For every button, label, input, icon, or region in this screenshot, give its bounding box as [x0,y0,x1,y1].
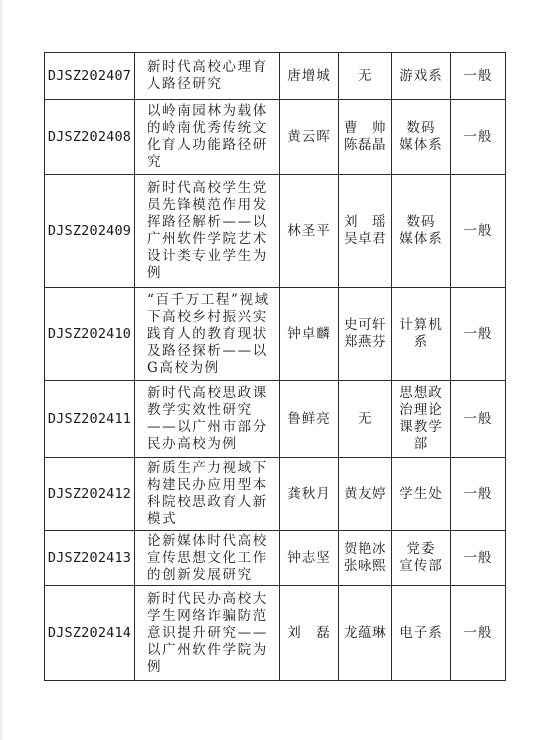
table-row [45,381,506,458]
table-row [45,53,506,100]
project-leader-cell: 黄云晖 [280,100,339,175]
project-code-cell: DJSZ202411 [45,381,135,458]
project-department-cell: 思想政 治理论 课教学 部 [392,381,451,458]
project-leader-cell: 钟志坚 [280,531,339,586]
project-title-cell: 新时代高校思政课教学实效性研究——以广州市部分民办高校为例 [135,381,280,458]
project-level-cell: 一般 [451,458,506,531]
project-code-cell: DJSZ202407 [45,53,135,100]
project-leader-cell: 龚秋月 [280,458,339,531]
project-code-cell: DJSZ202410 [45,288,135,381]
project-title-cell: 新时代民办高校大学生网络诈骗防范意识提升研究——以广州软件学院为例 [135,586,280,681]
page-edge-shadow [0,0,4,740]
project-department-cell: 电子系 [392,586,451,681]
project-code-cell: DJSZ202413 [45,531,135,586]
project-title-cell: 以岭南园林为载体的岭南优秀传统文化育人功能路径研究 [135,100,280,175]
project-level-cell: 一般 [451,586,506,681]
project-code-cell: DJSZ202414 [45,586,135,681]
project-leader-cell: 刘 磊 [280,586,339,681]
project-members-cell: 无 [339,53,392,100]
project-department-cell: 党委 宣传部 [392,531,451,586]
project-members-cell: 黄友婷 [339,458,392,531]
project-title-cell: 论新媒体时代高校宣传思想文化工作的创新发展研究 [135,531,280,586]
project-members-cell: 贺艳冰 张咏熙 [339,531,392,586]
project-code-cell: DJSZ202408 [45,100,135,175]
table-row [45,531,506,586]
project-title-cell: 新时代高校学生党员先锋模范作用发挥路径解析——以广州软件学院艺术设计类专业学生为例 [135,175,280,288]
project-level-cell: 一般 [451,53,506,100]
project-code-cell: DJSZ202412 [45,458,135,531]
project-title-cell: 新时代高校心理育人路径研究 [135,53,280,100]
table-row [45,100,506,175]
project-members-cell: 史可轩 郑燕芬 [339,288,392,381]
project-table [44,52,506,681]
table-row [45,288,506,381]
table-row [45,586,506,681]
project-members-cell: 曹 帅 陈磊晶 [339,100,392,175]
project-title-cell: 新质生产力视域下构建民办应用型本科院校思政育人新模式 [135,458,280,531]
project-department-cell: 计算机 系 [392,288,451,381]
project-department-cell: 游戏系 [392,53,451,100]
project-members-cell: 无 [339,381,392,458]
project-level-cell: 一般 [451,288,506,381]
project-level-cell: 一般 [451,175,506,288]
project-leader-cell: 鲁鲜亮 [280,381,339,458]
project-members-cell: 龙蕴琳 [339,586,392,681]
project-level-cell: 一般 [451,531,506,586]
project-level-cell: 一般 [451,100,506,175]
project-title-cell: “百千万工程”视域下高校乡村振兴实践育人的教育现状及路径探析——以G高校为例 [135,288,280,381]
project-department-cell: 学生处 [392,458,451,531]
project-leader-cell: 林圣平 [280,175,339,288]
project-level-cell: 一般 [451,381,506,458]
project-members-cell: 刘 瑶 吴卓君 [339,175,392,288]
project-leader-cell: 钟卓麟 [280,288,339,381]
project-department-cell: 数码 媒体系 [392,100,451,175]
table-row [45,175,506,288]
project-leader-cell: 唐增城 [280,53,339,100]
project-department-cell: 数码 媒体系 [392,175,451,288]
project-code-cell: DJSZ202409 [45,175,135,288]
table-row [45,458,506,531]
